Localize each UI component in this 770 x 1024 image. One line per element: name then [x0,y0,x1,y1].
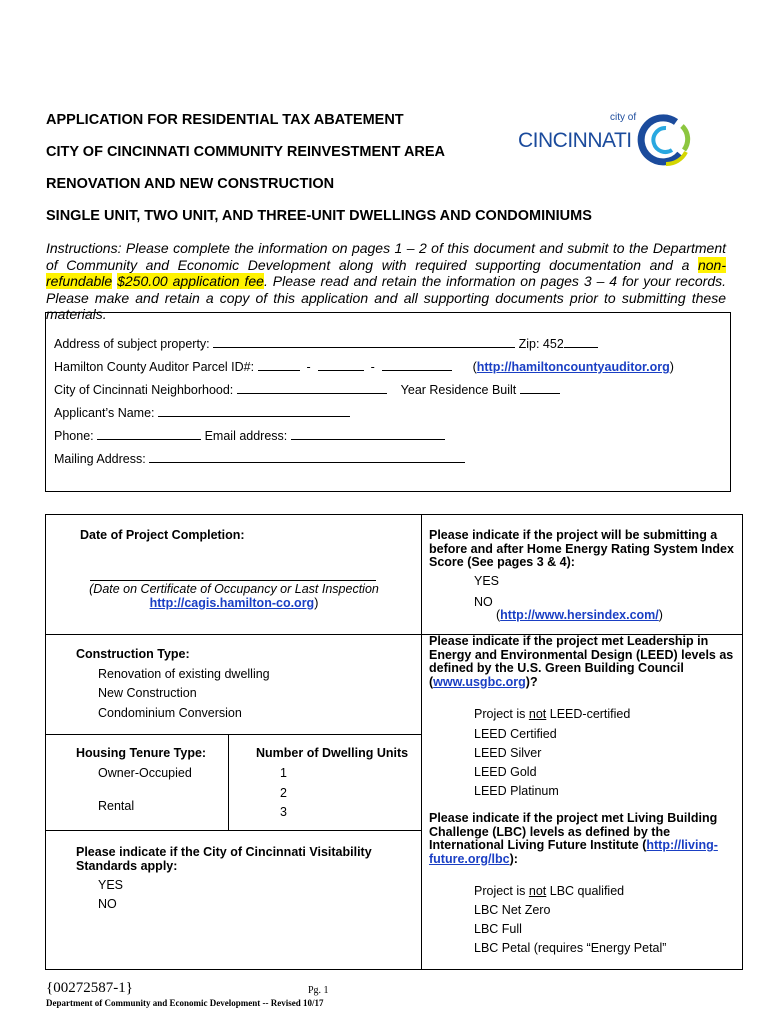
logo-c-mark-icon [636,114,694,166]
tenure-title: Housing Tenure Type: [76,746,207,760]
city-logo [518,112,698,168]
phone-field[interactable] [97,428,201,440]
construction-option-condo[interactable]: Condominium Conversion [98,706,242,720]
address-field[interactable] [213,336,515,348]
fee-highlight: $250.00 application fee [117,273,264,289]
footer-department: Department of Community and Economic Development -- Revised 10/17 [46,998,324,1008]
logo-wordmark: CINCINNATI [518,129,632,152]
parcel-field-3[interactable] [382,359,452,371]
construction-option-new[interactable]: New Construction [98,686,197,700]
units-option-3[interactable]: 3 [280,805,287,819]
usgbc-link[interactable]: www.usgbc.org [433,674,526,689]
parcel-label: Hamilton County Auditor Parcel ID#: [54,360,255,374]
lbc-option-not-qualified[interactable]: Project is not LBC qualified [474,884,625,898]
lbc-option-net-zero[interactable]: LBC Net Zero [474,903,551,917]
non-refundable-highlight: non-refundable [46,256,726,289]
lbc-option-petal[interactable]: LBC Petal (requires “Energy Petal” [474,941,667,955]
form-subtitle-area: CITY OF CINCINNATI COMMUNITY REINVESTMENT AREA [46,144,446,160]
tenure-option-owner[interactable]: Owner-Occupied [98,766,192,780]
year-built-field[interactable] [520,382,560,394]
completion-date-field[interactable] [90,580,376,581]
hers-question: Please indicate if the project will be submitting a before and after Home Energy Rating System Index Score (See pages 3 & 4): [429,528,734,569]
units-option-2[interactable]: 2 [280,786,287,800]
leed-option-certified[interactable]: LEED Certified [474,727,557,741]
mailing-row [54,451,465,466]
form-subtitle-dwellings: SINGLE UNIT, TWO UNIT, AND THREE-UNIT DWELLINGS AND CONDOMINIUMS [46,208,592,224]
applicant-field[interactable] [158,405,350,417]
leed-option-silver[interactable]: LEED Silver [474,746,542,760]
phone-row [54,428,445,443]
document-id: {00272587-1} [46,980,133,996]
logo-small-text: city of [610,112,637,123]
applicant-row [54,405,350,420]
parcel-field-1[interactable] [258,359,300,371]
cagis-link[interactable]: http://cagis.hamilton-co.org [149,596,315,610]
parcel-field-2[interactable] [318,359,364,371]
neighborhood-label: City of Cincinnati Neighborhood: [54,383,234,397]
lbc-question: Please indicate if the project met Living Building Challenge (LBC) levels as defined by the International Living Future Institute (http://living-future.org/lbc): [429,811,718,866]
parcel-dash-2: - [370,360,375,374]
form-subtitle-type: RENOVATION AND NEW CONSTRUCTION [46,176,335,192]
phone-label: Phone: [54,429,94,443]
completion-note: (Date on Certificate of Occupancy or Last Inspection http://cagis.hamilton-co.org) [89,582,379,610]
zip-field[interactable] [564,336,598,348]
column-divider [421,514,422,970]
construction-title: Construction Type: [76,647,190,661]
construction-option-renovation[interactable]: Renovation of existing dwelling [98,667,270,681]
units-option-1[interactable]: 1 [280,766,287,780]
neighborhood-row [54,382,560,397]
applicant-label: Applicant’s Name: [54,406,155,420]
parcel-dash-1: - [306,360,311,374]
hers-link[interactable]: http://www.hersindex.com/ [500,608,659,622]
neighborhood-field[interactable] [237,382,387,394]
leed-question: Please indicate if the project met Leadership in Energy and Environmental Design (LEED) levels as defined by the U.S. Green Building Council (www.usgbc.org)? [429,634,734,689]
completion-title: Date of Project Completion: [80,528,245,542]
email-label: Email address: [204,429,288,443]
year-built-label: Year Residence Built [400,383,517,397]
tenure-option-rental[interactable]: Rental [98,799,135,813]
units-title: Number of Dwelling Units [256,746,409,760]
page-number: Pg. 1 [308,985,329,996]
leed-option-gold[interactable]: LEED Gold [474,765,537,779]
row-divider-2 [45,734,421,735]
hers-no-option[interactable]: NO [474,595,493,609]
address-label: Address of subject property: [54,337,210,351]
auditor-link[interactable]: http://hamiltoncountyauditor.org [476,360,670,374]
visitability-question: Please indicate if the City of Cincinnati Visitability Standards apply: [76,845,372,873]
address-row [54,336,598,351]
hers-yes-option[interactable]: YES [474,574,500,588]
lbc-option-full[interactable]: LBC Full [474,922,522,936]
form-title: APPLICATION FOR RESIDENTIAL TAX ABATEMENT [46,112,404,128]
email-field[interactable] [291,428,445,440]
hers-link-row: (http://www.hersindex.com/) [496,608,663,622]
tenure-divider [228,734,229,830]
instructions: Instructions: Please complete the information on pages 1 – 2 of this document and submit to the Department of Community and Economic Development along with required supporting documentation and a non-refundable $250.00 application fee. Please read and retain the information on pages 3 – 4 for your records. Please make and retain a copy of this application and all supporting documents prior to submitting these materials. [46,240,726,322]
leed-option-platinum[interactable]: LEED Platinum [474,784,559,798]
zip-label: Zip: 452 [518,337,564,351]
visitability-yes-option[interactable]: YES [98,878,124,892]
lbc-link[interactable]: http://living-future.org/lbc [429,838,718,866]
parcel-row: Hamilton County Auditor Parcel ID#: - - (http://hamiltoncountyauditor.org) [54,360,674,374]
leed-option-not-certified[interactable]: Project is not LEED-certified [474,707,631,721]
mailing-label: Mailing Address: [54,452,146,466]
row-divider-3 [45,830,421,831]
mailing-field[interactable] [149,451,465,463]
visitability-no-option[interactable]: NO [98,897,117,911]
